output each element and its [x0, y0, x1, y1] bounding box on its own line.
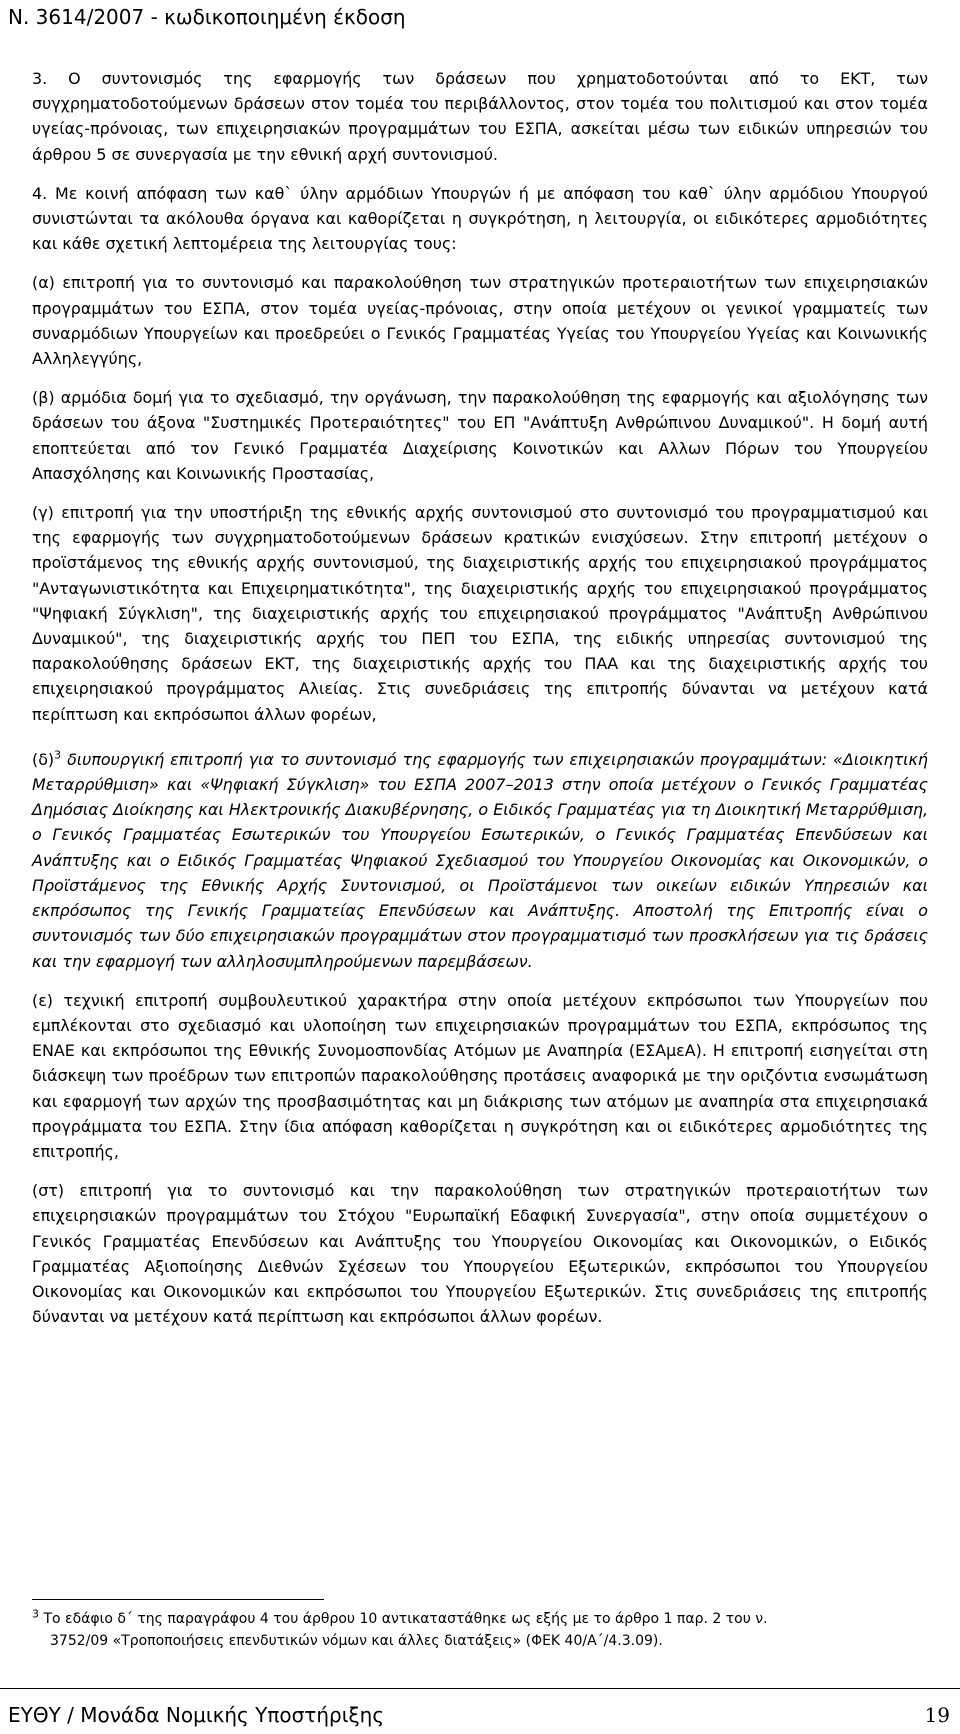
footnote-line-2: 3752/09 «Τροποποιήσεις επενδυτικών νόμων και άλλες διατάξεις» (ΦΕΚ 40/Α΄/4.3.09). [50, 1633, 663, 1649]
page-header: Ν. 3614/2007 - κωδικοποιημένη έκδοση [8, 5, 406, 29]
footnote-text-1: Το εδάφιο δ΄ της παραγράφου 4 του άρθρου 10 αντικαταστάθηκε ως εξής με το άρθρο 1 παρ. 2 του ν. [39, 1611, 768, 1627]
paragraph-3: 3. Ο συντονισμός της εφαρμογής των δράσεων που χρηματοδοτούνται από το ΕΚΤ, των συγχρηματοδοτούμενων δράσεων στον τομέα του περιβάλλοντος, στον τομέα του πολιτισμού και στον τομέα υγείας-πρόνοιας, των επιχειρησιακών προγραμμάτων του ΕΣΠΑ, ασκείται μέσω των ειδικών υπηρεσιών του άρθρου 5 σε συνεργασία με την εθνική αρχή συντονισμού. [32, 69, 928, 164]
footnote-separator [32, 1599, 324, 1600]
footer-separator [0, 1688, 960, 1689]
footnote-number: 3 [32, 1607, 39, 1621]
item-st: (στ) επιτροπή για το συντονισμό και την παρακολούθηση των στρατηγικών προτεραιοτήτων των επιχειρησιακών προγραμμάτων του Στόχου "Ευρωπαϊκή Εδαφική Συνεργασία", στην οποία συμμετέχουν ο Γενικός Γραμματέας Επενδύσεων και Ανάπτυξης του Υπουργείου Οικονομίας και Οικονομικών, ο Ειδικός Γραμματέας Αξιοποίησης Διεθνών Σχέσεων του Υπουργείου Εξωτερικών, εκπρόσωποι του Υπουργείου Οικονομίας και Οικονομικών και εκπρόσωποι του Υπουργείου Εξωτερικών. Στις συνεδριάσεις της επιτροπής δύνανται να μετέχουν κατά περίπτωση και εκπρόσωποι άλλων φορέων. [32, 1181, 928, 1327]
item-c: (γ) επιτροπή για την υποστήριξη της εθνικής αρχής συντονισμού στο συντονισμό του προγραμματισμού και της εφαρμογής των συγχρηματοδοτούμενων δράσεων κρατικών ενισχύσεων. Στην επιτροπή μετέχουν ο προϊστάμενος της εθνικής αρχής συντονισμού, της διαχειριστικής αρχής του επιχειρησιακού προγράμματος "Ανταγωνιστικότητα και Επιχειρηματικότητα", της διαχειριστικής αρχής του επιχειρησιακού προγράμματος "Ψηφιακή Σύγκλιση", της διαχειριστικής αρχής του επιχειρησιακού προγράμματος "Ανάπτυξη Ανθρώπινου Δυναμικού", της διαχειριστικής αρχής του ΠΕΠ του ΕΣΠΑ, της ειδικής υπηρεσίας συντονισμού της παρακολούθησης δράσεων ΕΚΤ, της διαχειριστικής αρχής του ΠΑΑ και της διαχειριστικής αρχής του επιχειρησιακού προγράμματος Αλιείας. Στις συνεδριάσεις της επιτροπής δύνανται να μετέχουν κατά περίπτωση και εκπρόσωποι άλλων φορέων, [32, 503, 928, 724]
page-number: 19 [924, 1703, 950, 1727]
footer-organization: ΕΥΘΥ / Μονάδα Νομικής Υποστήριξης [8, 1703, 385, 1727]
document-body [32, 66, 928, 1343]
item-d [32, 747, 928, 974]
item-b: (β) αρμόδια δομή για το σχεδιασμό, την οργάνωση, την παρακολούθηση της εφαρμογής και αξιολόγησης των δράσεων του άξονα "Συστημικές Προτεραιότητες" του ΕΠ "Ανάπτυξη Ανθρώπινου Δυναμικού". Η δομή αυτή εποπτεύεται από τον Γενικό Γραμματέα Διαχείρισης Κοινοτικών και Αλλων Πόρων του Υπουργείου Απασχόλησης και Κοινωνικής Προστασίας, [32, 388, 928, 483]
item-d-marker: (δ) [32, 749, 55, 769]
footnote-reference[interactable]: 3 [54, 748, 62, 762]
footnote [32, 1608, 928, 1652]
item-a: (α) επιτροπή για το συντονισμό και παρακολούθηση των στρατηγικών προτεραιοτήτων των επιχειρησιακών προγραμμάτων του ΕΣΠΑ, στον τομέα υγείας-πρόνοιας, στην οποία μετέχουν οι γενικοί γραμματείς των συναρμόδιων Υπουργείων και προεδρεύει ο Γενικός Γραμματέας Υγείας του Υπουργείου Υγείας και Κοινωνικής Αλληλεγγύης, [32, 273, 928, 369]
item-d-text: διυπουργική επιτροπή για το συντονισμό της εφαρμογής των επιχειρησιακών προγραμμάτων: «Διοικητική Μεταρρύθμιση» και «Ψηφιακή Σύγκλιση» του ΕΣΠΑ 2007–2013 στην οποία μετέχουν ο Γενικός Γραμματέας Δημόσιας Διοίκησης και Ηλεκτρονικής Διακυβέρνησης, ο Ειδικός Γραμματέας για τη Διοικητική Μεταρρύθμιση, ο Γενικός Γραμματέας Εσωτερικών του Υπουργείου Εσωτερικών, ο Γενικός Γραμματέας Επενδύσεων και Ανάπτυξης και ο Ειδικός Γραμματέας Ψηφιακού Σχεδιασμού του Υπουργείου Οικονομίας και Οικονομικών, ο Προϊστάμενος της Εθνικής Αρχής Συντονισμού, οι Προϊστάμενοι των οικείων ειδικών Υπηρεσιών και εκπρόσωπος της Γενικής Γραμματείας Επενδύσεων και Ανάπτυξης. Αποστολή της Επιτροπής είναι ο συντονισμός των δύο επιχειρησιακών προγραμμάτων στον προγραμματισμό των προσκλήσεων για τις δράσεις και την εφαρμογή των αλληλοσυμπληρούμενων παρεμβάσεων. [32, 749, 928, 971]
footnote-line-1 [32, 1608, 928, 1630]
paragraph-4: 4. Με κοινή απόφαση των καθ` ύλην αρμόδιων Υπουργών ή με απόφαση του καθ` ύλην αρμόδιου Υπουργού συνιστώνται τα ακόλουθα όργανα και καθορίζεται η συγκρότηση, η λειτουργία, οι ειδικότερες αρμοδιότητες και κάθε σχετική λεπτομέρεια της λειτουργίας τους: [32, 183, 928, 254]
item-e: (ε) τεχνική επιτροπή συμβουλευτικού χαρακτήρα στην οποία μετέχουν εκπρόσωποι των Υπουργείων που εμπλέκονται στο σχεδιασμό και υλοποίηση των επιχειρησιακών προγραμμάτων του ΕΣΠΑ, εκπρόσωπος της ΕΝΑΕ και εκπρόσωποι της Εθνικής Συνομοσπονδίας Ατόμων με Αναπηρία (ΕΣΑμεΑ). Η επιτροπή εισηγείται στη διάσκεψη των προέδρων των επιτροπών παρακολούθησης προτάσεις αναφορικά με την οριζόντια ενσωμάτωση και εφαρμογή των αρχών της προσβασιμότητας και μη διάκρισης των ατόμων με αναπηρία στα επιχειρησιακά προγράμματα του ΕΣΠΑ. Στην ίδια απόφαση καθορίζεται η συγκρότηση και οι ειδικότερες αρμοδιότητες της επιτροπής, [32, 990, 928, 1161]
